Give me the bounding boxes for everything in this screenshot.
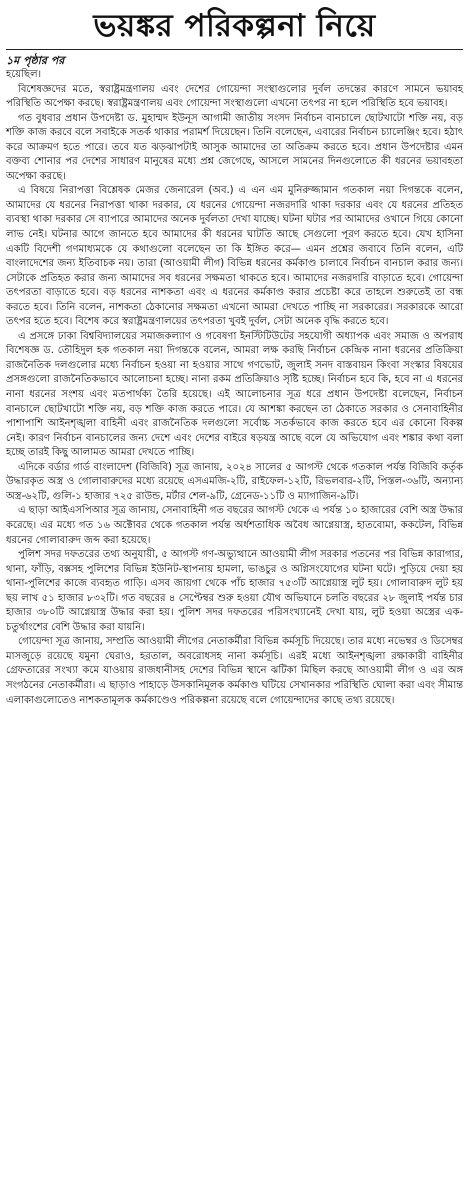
- article-paragraph: পুলিশ সদর দফতরের তথ্য অনুযায়ী, ৫ আগস্ট গণ-অভ্যুত্থানে আওয়ামী লীগ সরকার পতনের পর বিভিন্ন কারাগার, থানা, ফাঁড়ি, বক্সসহ পুলিশের বিভিন্ন ইউনিট-স্থাপনায় হামলা, ভাঙচুর ও অগ্নিসংযোগের ঘটনা ঘটে। পুড়িয়ে দেয়া হয় থানা-পুলিশের কাজে ব্যবহৃত গাড়ি। এসব জায়গা থেকে পাঁচ হাজার ৭৫৩টি আগ্নেয়াস্ত্র লুট হয়। গোলাবারুদ লুট হয় ছয় লাখ ৫১ হাজার ৮৩২টি। গত বছরের ৪ সেপ্টেম্বর শুরু হওয়া যৌথ অভিযানে চলতি বছরের ২৮ জুলাই পর্যন্ত চার হাজার ৩৮০টি আগ্নেয়াস্ত্র উদ্ধার করা হয়। পুলিশ সদর দফতরের পরিসংখ্যানেই দেখা যায়, লুট হওয়া অস্ত্রের এক-চতুর্থাংশের বেশি উদ্ধার করা যায়নি।: [6, 549, 463, 633]
- article-paragraph: এ ছাড়া আইএসপিআর সূত্র জানায়, সেনাবাহিনী গত বছরের আগস্ট থেকে এ পর্যন্ত ১০ হাজারের বেশি অস্ত্র উদ্ধার করেছে। এর মধ্যে গত ১৬ অক্টোবর থেকে গতকাল পর্যন্ত অর্ধশতাধিক অবৈধ আগ্নেয়াস্ত্র, হাতবোমা, ককটেল, বিভিন্ন ধরনের গোলাবারুদ জব্দ করা হয়েছে।: [6, 505, 463, 546]
- article-headline: ভয়ঙ্কর পরিকল্পনা নিয়ে: [93, 8, 376, 44]
- article-body: [6, 68, 463, 708]
- headline-divider: [6, 49, 463, 50]
- article-paragraph: বিশেষজ্ঞদের মতে, স্বরাষ্ট্রমন্ত্রণালয় এবং দেশের গোয়েন্দা সংস্থাগুলোর দুর্বল তদন্তের কারণে সামনে ভয়াবহ পরিস্থিতি অপেক্ষা করছে। স্বরাষ্ট্রমন্ত্রণালয় এবং গোয়েন্দা সংস্থাগুলো এখনো তৎপর না হলে পরিস্থিতি হবে ভয়াবহ।: [6, 83, 463, 110]
- article-paragraph: এ বিষয়ে নিরাপত্তা বিশ্লেষক মেজর জেনারেল (অব.) এ এন এম মুনিরুজ্জামান গতকাল নয়া দিগন্তকে বলেন, আমাদের যে ধরনের নিরাপত্তা থাকা দরকার, যে ধরনের গোয়েন্দা নজরদারি থাকা দরকার এবং যে ধরনের প্রতিহত ব্যবস্থা থাকা দরকার সে ব্যাপারে আমাদের অনেক দুর্বলতা দেখা যাচ্ছে। ঘটনা ঘটার পর আমাদের ওখানে গিয়ে কোনো লাভ নেই। ঘটনার আগে জানতে হবে আমাদের কী ধরনের ঘাটতি আছে সেগুলো পূরণ করতে হবে। যেখ হাসিনা একটি বিদেশী গণমাধ্যমকে যে কথাগুলো বলেছেন তা কি ইঙ্গিত করে— এমন প্রশ্নের জবাবে তিনি বলেন, এটি বাংলাদেশের জন্য ইতিবাচক নয়। তারা (আওয়ামী লীগ) বিভিন্ন ধরনের কর্মকাণ্ড চালাবে নির্বাচন বানচাল করার জন্য। সেটাকে প্রতিহত করার জন্য আমাদের সব ধরনের সক্ষমতা থাকতে হবে। আমাদের নজরদারি বাড়াতে হবে। গোয়েন্দা তৎপরতা বাড়াতে হবে। বড় ধরনের নাশকতা এবং এ ধরনের কর্মকাণ্ড করার প্রচেষ্টা করে তাহলে শুরুতেই তা বন্ধ করতে হবে। তিনি বলেন, নাশকতা ঠেকানোর সক্ষমতা এখনো আমরা দেখতে পাচ্ছি না সরকারের। সরকারকে আরো তৎপর হতে হবে। বিশেষ করে স্বরাষ্ট্রমন্ত্রণালয়ের তৎপরতা খুবই দুর্বল, সেটা অনেক বৃদ্ধি করতে হবে।: [6, 185, 463, 328]
- article-paragraph: এদিকে বর্ডার গার্ড বাংলাদেশ (বিজিবি) সূত্র জানায়, ২০২৪ সালের ৫ আগস্ট থেকে গতকাল পর্যন্ত বিজিবি কর্তৃক উদ্ধারকৃত অস্ত্র ও গোলাবারুদের মধ্যে রয়েছে এসএমজি-২টি, রাইফেল-১২টি, রিভলবার-২টি, পিস্তল-৩৬টি, অন্যান্য অস্ত্র-৬২টি, গুলি-১ হাজার ৭২৫ রাউন্ড, মর্টার শেল-৯টি, গ্রেনেড-১১টি ও ম্যাগাজিন-৯টি।: [6, 461, 463, 502]
- article-paragraph: গোয়েন্দা সূত্র জানায়, সম্প্রতি আওয়ামী লীগের নেতাকর্মীরা বিভিন্ন কর্মসূচি দিয়েছে। তার মধ্যে নভেম্বর ও ডিসেম্বর মাসজুড়ে রয়েছে যমুনা ঘেরাও, হরতাল, অবরোধসহ নানা কর্মসূচি। এরই মধ্যে আইনশৃঙ্খলা রক্ষাকারী বাহিনীর গ্রেফতারের সংখ্যা কমে যাওয়ায় রাজধানীসহ দেশের বিভিন্ন স্থানে ঝটিকা মিছিল করছে আওয়ামী লীগ ও এর অঙ্গ সংগঠনের নেতাকর্মীরা। এ ছাড়াও পাহাড়ে উসকানিমূলক কর্মকাণ্ড ঘটিয়ে সেখানকার পরিস্থিতি ঘোলা করা এবং সীমান্ত এলাকাগুলোতেও নাশকতামূলক কর্মকাণ্ডেও পরিকল্পনা রয়েছে বলে গোয়েন্দাদের কাছে তথ্য রয়েছে।: [6, 636, 463, 706]
- article-paragraph: গত বুধবার প্রধান উপদেষ্টা ড. মুহাম্মদ ইউনূস আগামী জাতীয় সংসদ নির্বাচন বানচালে ছোটখাটো শক্তি নয়, বড় শক্তি কাজ করবে বলে সবাইকে সতর্ক থাকার পরামর্শ দিয়েছেন। তিনি বলেছেন, এবারের নির্বাচন চ্যালেঞ্জিং হবে। হঠাৎ করে আক্রমণ হতে পারে। তবে যত ঝড়ঝাপটাই আসুক আমাদের তা অতিক্রম করতে হবে। প্রধান উপদেষ্টার এমন বক্তব্য শোনার পর দেশের সাধারণ মানুষের মধ্যে প্রশ্ন জেগেছে, আসলে সামনের দিনগুলোতে কী ধরনের ভয়াবহতা অপেক্ষা করছে।: [6, 112, 463, 182]
- article-paragraph: এ প্রসঙ্গে ঢাকা বিশ্ববিদ্যালয়ের সমাজকল্যাণ ও গবেষণা ইনস্টিটিউটের সহযোগী অধ্যাপক এবং সমাজ ও অপরাধ বিশেষজ্ঞ ড. তৌহিদুল হক গতকাল নয়া দিগন্তকে বলেন, আমরা লক্ষ করছি নির্বাচন কেন্দ্রিক নানা ধরনের প্রতিক্রিয়া রাজনৈতিক দলগুলোর মধ্যে নির্বাচন হওয়া না হওয়ার সাথে গণভোট, জুলাই সনদ বাস্তবায়ন কিংবা সংস্কার বিষয়ের প্রসঙ্গগুলো রাজনৈতিকভাবে আলোচনা হচ্ছে। নানা রকম প্রতিক্রিয়াও সৃষ্টি হচ্ছে। নির্বাচন হবে কি, হবে না এ ধরনের নানা ধরনের সংশয় এবং মতপার্থক্য তৈরি হয়েছে। এই আলোচনার সূত্র ধরে প্রধান উপদেষ্টা বলেছেন, নির্বাচন বানচালে ছোটখাটো শক্তি নয়, বড় শক্তি কাজ করতে পারে। যে আশঙ্কা করছেন তা ঠেকাতে সরকার ও সেনাবাহিনীর পাশাপাশি আইনশৃঙ্খলা বাহিনী এবং রাজনৈতিক দলগুলো সর্বোচ্চ সতর্কভাবে কাজ করতে হবে এর কোনো বিকল্প নেই। কারণ নির্বাচন বানচালের জন্য দেশে এবং দেশের বাইরে ষড়যন্ত্র আছে বলে যে অভিযোগ এবং শঙ্কার কথা বলা হচ্ছে তারই কিছু আলামত আমরা দেখতে পাচ্ছি।: [6, 330, 463, 459]
- article-paragraph: হয়েছিল।: [6, 69, 42, 80]
- continuation-note: ১ম পৃষ্ঠার পর: [6, 54, 65, 67]
